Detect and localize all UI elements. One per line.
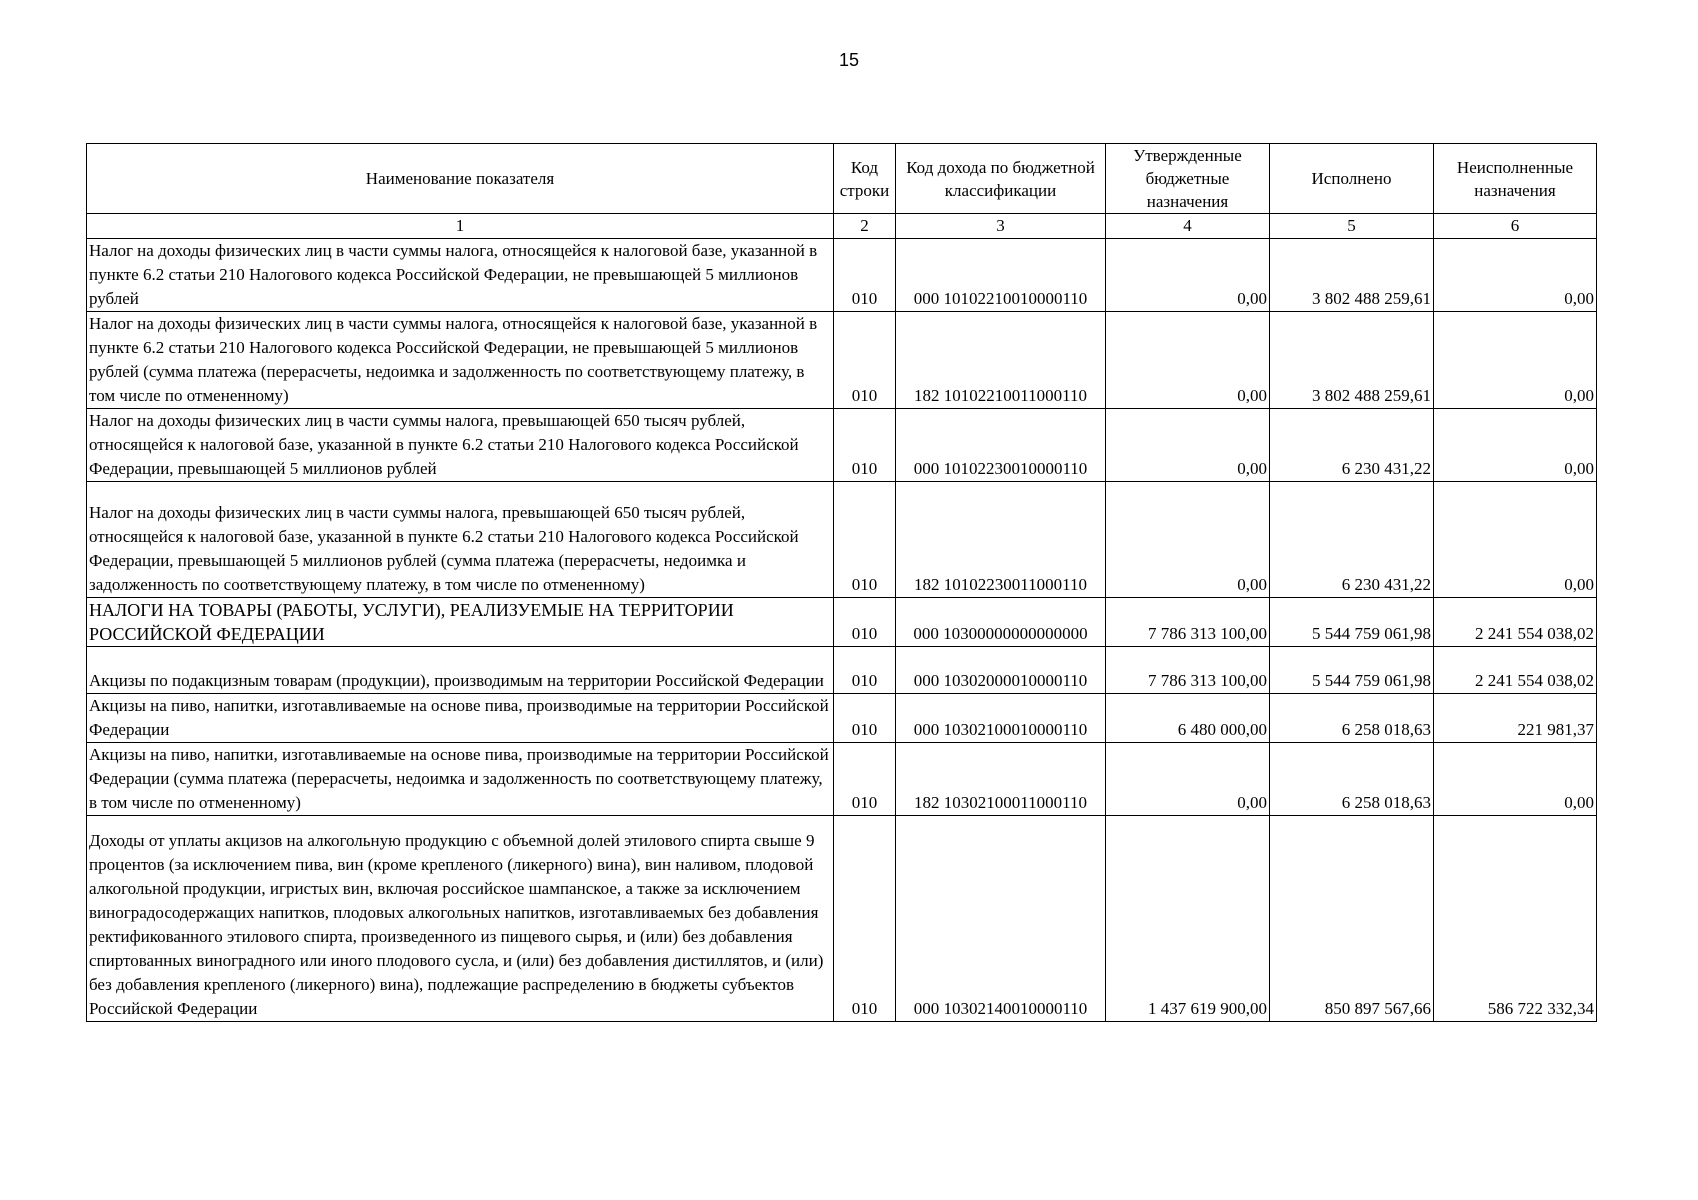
income-code-cell: 182 10302100011000110	[896, 743, 1106, 816]
line-code-cell: 010	[834, 598, 896, 647]
column-number: 5	[1270, 214, 1434, 239]
income-code-cell: 000 10302140010000110	[896, 816, 1106, 1022]
income-code-cell: 182 10102230011000110	[896, 482, 1106, 598]
line-code-cell: 010	[834, 694, 896, 743]
table-row	[87, 312, 1597, 409]
column-number: 3	[896, 214, 1106, 239]
income-code-cell: 182 10102210011000110	[896, 312, 1106, 409]
table-row	[87, 743, 1597, 816]
header-income-code: Код дохода по бюджетной классификации	[896, 144, 1106, 214]
approved-cell: 7 786 313 100,00	[1106, 598, 1270, 647]
unexecuted-cell: 2 241 554 038,02	[1434, 598, 1597, 647]
unexecuted-cell: 0,00	[1434, 482, 1597, 598]
executed-cell: 6 258 018,63	[1270, 743, 1434, 816]
unexecuted-cell: 586 722 332,34	[1434, 816, 1597, 1022]
executed-cell: 6 230 431,22	[1270, 409, 1434, 482]
indicator-name-cell: Налог на доходы физических лиц в части суммы налога, превышающей 650 тысяч рублей, относящейся к налоговой базе, указанной в пункте 6.2 статьи 210 Налогового кодекса Российской Федерации, превышающей 5 миллионов рублей	[87, 409, 834, 482]
table-row	[87, 409, 1597, 482]
approved-cell: 6 480 000,00	[1106, 694, 1270, 743]
column-number-row	[87, 214, 1597, 239]
indicator-name-cell: НАЛОГИ НА ТОВАРЫ (РАБОТЫ, УСЛУГИ), РЕАЛИЗУЕМЫЕ НА ТЕРРИТОРИИ РОССИЙСКОЙ ФЕДЕРАЦИИ	[87, 598, 834, 647]
indicator-name-cell: Акцизы на пиво, напитки, изготавливаемые на основе пива, производимые на территории Российской Федерации	[87, 694, 834, 743]
header-executed: Исполнено	[1270, 144, 1434, 214]
unexecuted-cell: 0,00	[1434, 409, 1597, 482]
table-row	[87, 647, 1597, 694]
table-row	[87, 482, 1597, 598]
income-code-cell: 000 10302100010000110	[896, 694, 1106, 743]
header-line-code: Код строки	[834, 144, 896, 214]
line-code-cell: 010	[834, 482, 896, 598]
indicator-name-cell: Налог на доходы физических лиц в части суммы налога, относящейся к налоговой базе, указанной в пункте 6.2 статьи 210 Налогового кодекса Российской Федерации, не превышающей 5 миллионов рублей	[87, 239, 834, 312]
column-number: 1	[87, 214, 834, 239]
income-code-cell: 000 10302000010000110	[896, 647, 1106, 694]
executed-cell: 850 897 567,66	[1270, 816, 1434, 1022]
income-code-cell: 000 10102210010000110	[896, 239, 1106, 312]
table-row	[87, 598, 1597, 647]
executed-cell: 3 802 488 259,61	[1270, 239, 1434, 312]
executed-cell: 6 258 018,63	[1270, 694, 1434, 743]
approved-cell: 0,00	[1106, 482, 1270, 598]
line-code-cell: 010	[834, 312, 896, 409]
approved-cell: 1 437 619 900,00	[1106, 816, 1270, 1022]
column-number: 2	[834, 214, 896, 239]
executed-cell: 5 544 759 061,98	[1270, 598, 1434, 647]
line-code-cell: 010	[834, 816, 896, 1022]
header-indicator-name: Наименование показателя	[87, 144, 834, 214]
approved-cell: 7 786 313 100,00	[1106, 647, 1270, 694]
unexecuted-cell: 0,00	[1434, 239, 1597, 312]
indicator-name-cell: Налог на доходы физических лиц в части суммы налога, относящейся к налоговой базе, указанной в пункте 6.2 статьи 210 Налогового кодекса Российской Федерации, не превышающей 5 миллионов рублей (сумма платежа (перерасчеты, недоимка и задолженность по соответствующему платежу, в том числе по отмененному)	[87, 312, 834, 409]
approved-cell: 0,00	[1106, 239, 1270, 312]
page-number: 15	[838, 50, 860, 70]
column-number: 6	[1434, 214, 1597, 239]
line-code-cell: 010	[834, 409, 896, 482]
approved-cell: 0,00	[1106, 409, 1270, 482]
unexecuted-cell: 0,00	[1434, 743, 1597, 816]
indicator-name-cell: Акцизы на пиво, напитки, изготавливаемые на основе пива, производимые на территории Российской Федерации (сумма платежа (перерасчеты, недоимка и задолженность по соответствующему платежу, в том числе по отмененному)	[87, 743, 834, 816]
income-code-cell: 000 10300000000000000	[896, 598, 1106, 647]
column-number: 4	[1106, 214, 1270, 239]
unexecuted-cell: 2 241 554 038,02	[1434, 647, 1597, 694]
indicator-name-cell: Доходы от уплаты акцизов на алкогольную продукцию с объемной долей этилового спирта свыше 9 процентов (за исключением пива, вин (кроме крепленого (ликерного) вина), вин наливом, плодовой алкогольной продукции, игристых вин, включая российское шампанское, а также за исключением виноградосодержащих напитков, плодовых алкогольных напитков, изготавливаемых без добавления ректификованного этилового спирта, произведенного из пищевого сырья, и (или) без добавления спиртованных виноградного или иного плодового сусла, и (или) без добавления дистиллятов, и (или) без добавления крепленого (ликерного) вина), подлежащие распределению в бюджеты субъектов Российской Федерации	[87, 816, 834, 1022]
unexecuted-cell: 0,00	[1434, 312, 1597, 409]
table-row	[87, 239, 1597, 312]
unexecuted-cell: 221 981,37	[1434, 694, 1597, 743]
executed-cell: 3 802 488 259,61	[1270, 312, 1434, 409]
executed-cell: 5 544 759 061,98	[1270, 647, 1434, 694]
header-unexecuted: Неисполненные назначения	[1434, 144, 1597, 214]
line-code-cell: 010	[834, 647, 896, 694]
header-approved: Утвержденные бюджетные назначения	[1106, 144, 1270, 214]
table-header-row	[87, 144, 1597, 214]
approved-cell: 0,00	[1106, 743, 1270, 816]
table-row	[87, 694, 1597, 743]
approved-cell: 0,00	[1106, 312, 1270, 409]
income-code-cell: 000 10102230010000110	[896, 409, 1106, 482]
line-code-cell: 010	[834, 743, 896, 816]
budget-execution-table	[86, 143, 1597, 1022]
indicator-name-cell: Акцизы по подакцизным товарам (продукции), производимым на территории Российской Федерации	[87, 647, 834, 694]
indicator-name-cell: Налог на доходы физических лиц в части суммы налога, превышающей 650 тысяч рублей, относящейся к налоговой базе, указанной в пункте 6.2 статьи 210 Налогового кодекса Российской Федерации, превышающей 5 миллионов рублей (сумма платежа (перерасчеты, недоимка и задолженность по соответствующему платежу, в том числе по отмененному)	[87, 482, 834, 598]
table-row	[87, 816, 1597, 1022]
line-code-cell: 010	[834, 239, 896, 312]
executed-cell: 6 230 431,22	[1270, 482, 1434, 598]
